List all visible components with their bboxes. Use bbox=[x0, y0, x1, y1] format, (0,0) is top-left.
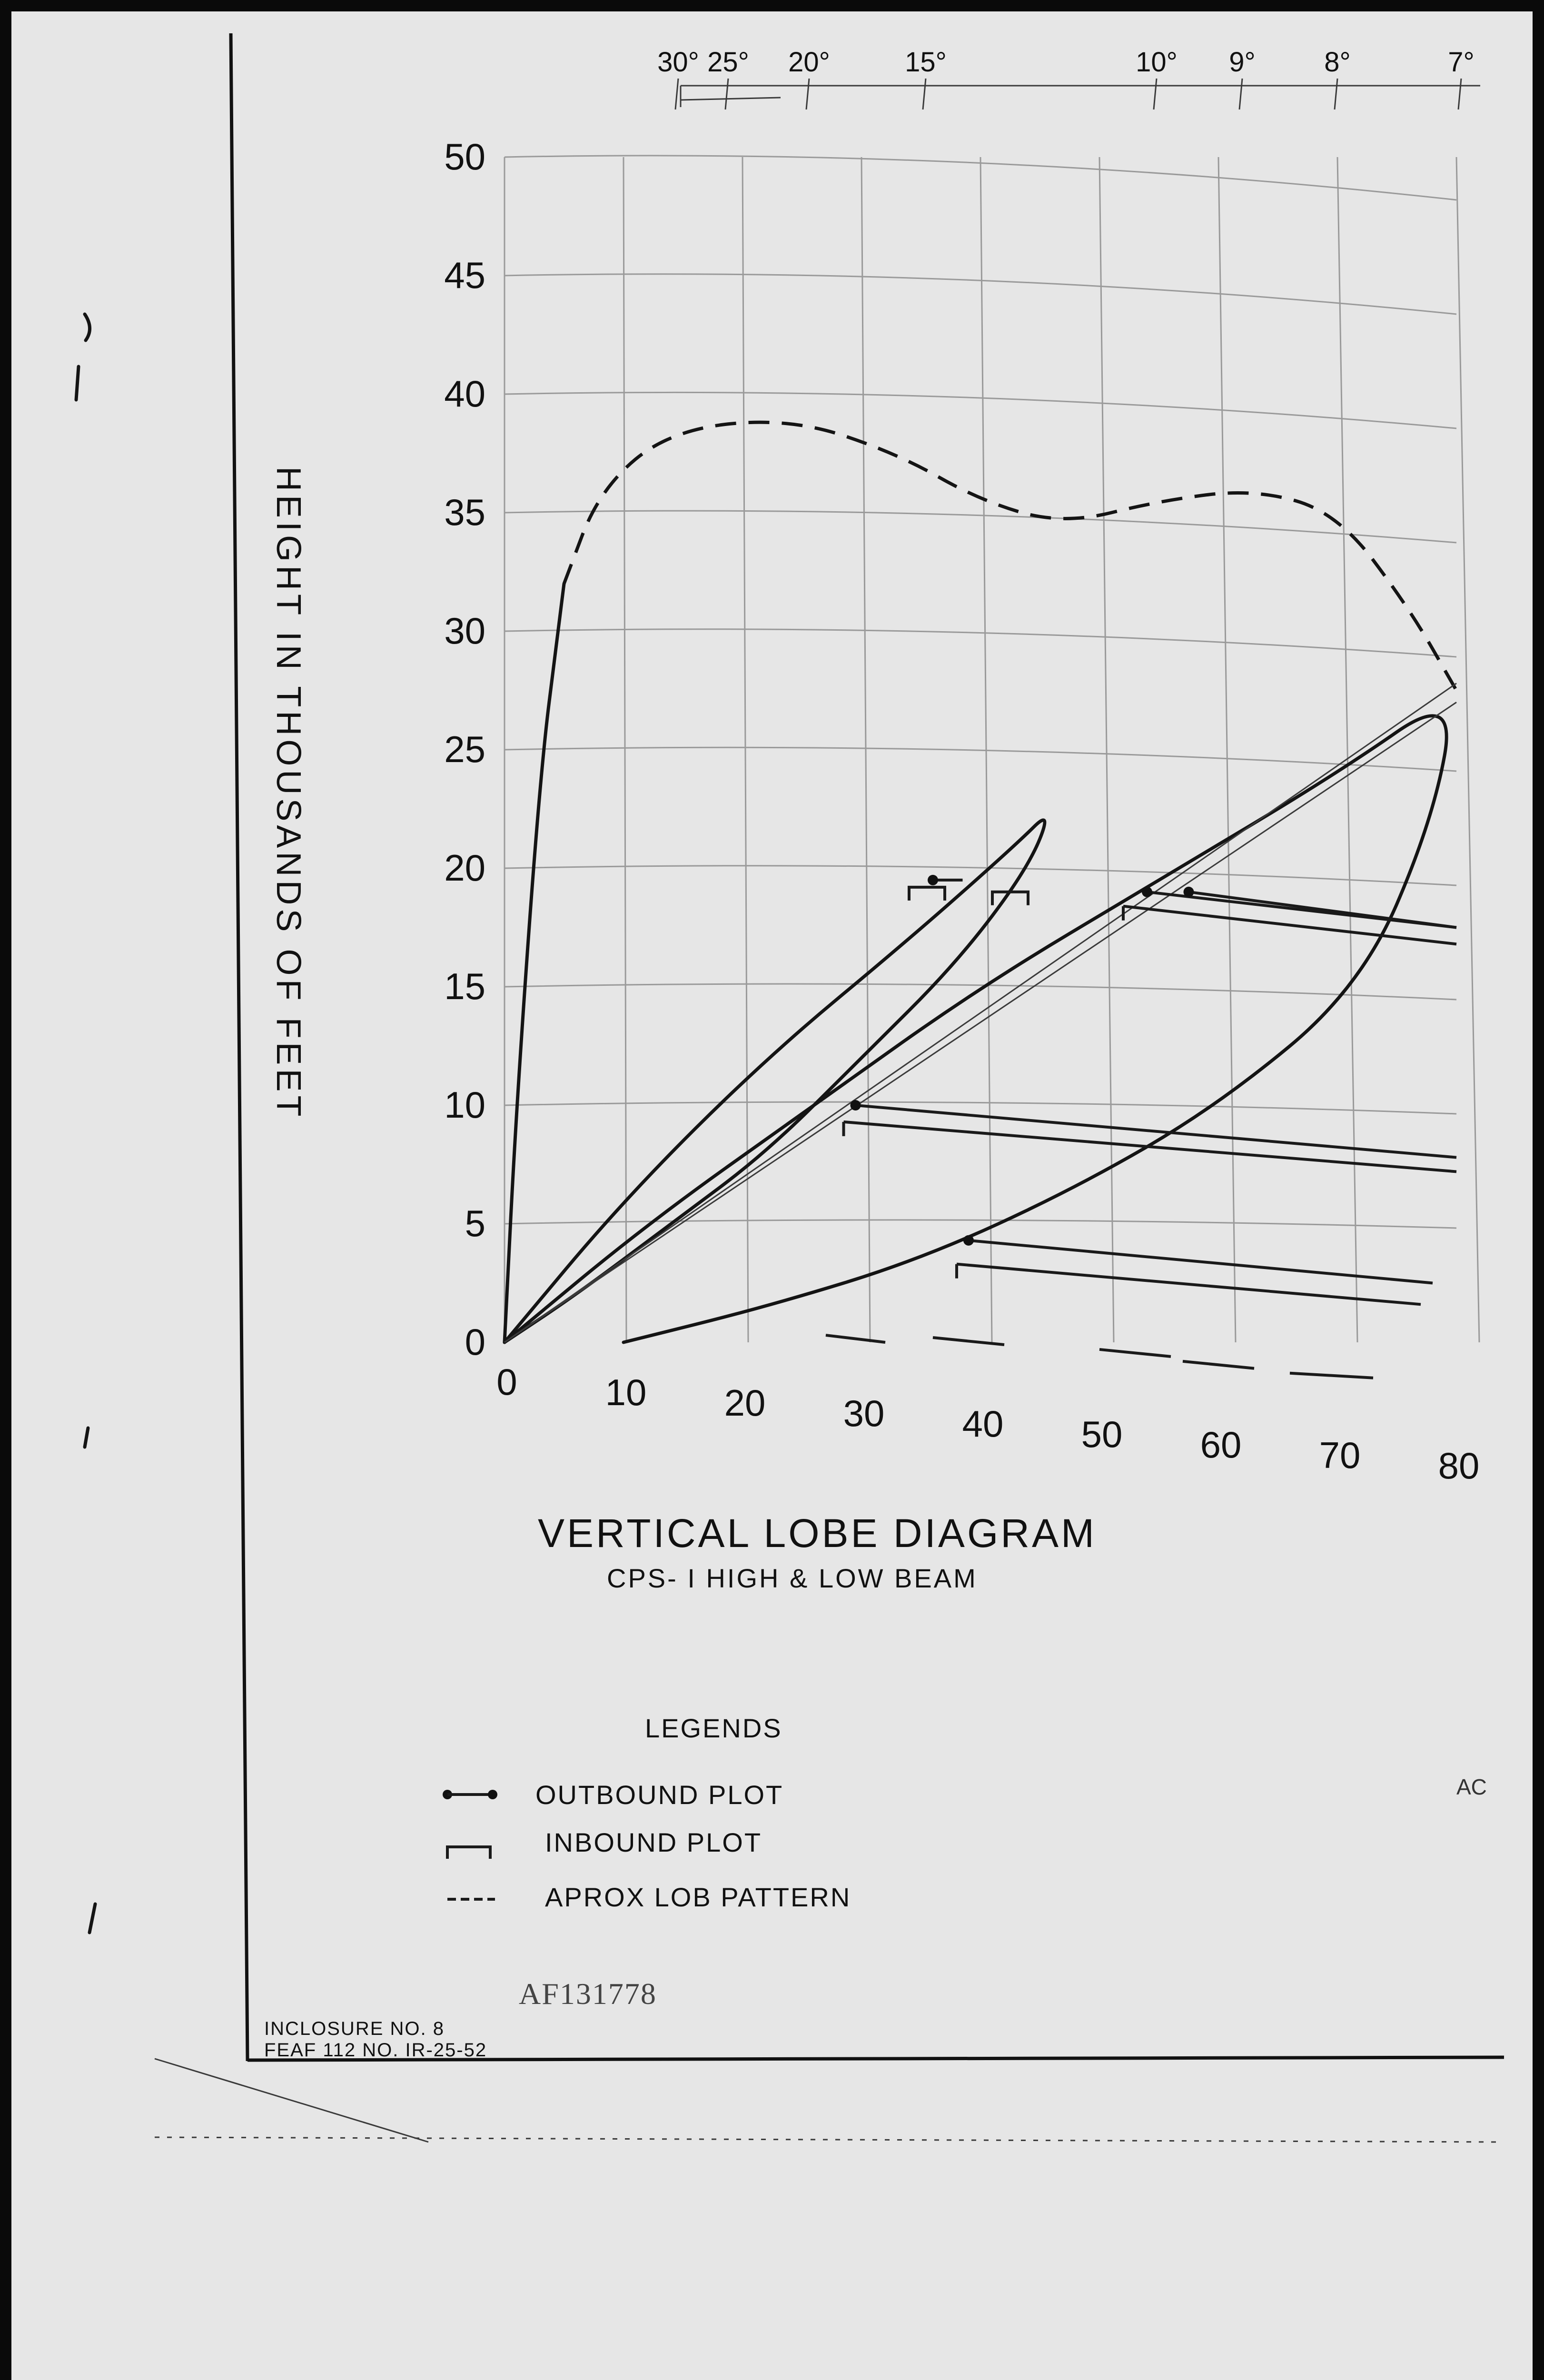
legend-outbound-label: OUTBOUND PLOT bbox=[535, 1780, 784, 1810]
y-tick-label: 30 bbox=[444, 610, 485, 652]
x-tick-label: 30 bbox=[843, 1392, 885, 1434]
x-tick-label: 80 bbox=[1438, 1445, 1480, 1487]
outbound-plot-dot bbox=[851, 1100, 861, 1111]
chart-subtitle: CPS- I HIGH & LOW BEAM bbox=[607, 1563, 978, 1593]
y-tick-label: 25 bbox=[444, 728, 485, 770]
enclosure-line-1: INCLOSURE NO. 8 bbox=[264, 2018, 445, 2039]
angle-scale-label: 20° bbox=[788, 47, 830, 78]
y-tick-label: 5 bbox=[465, 1202, 485, 1244]
x-tick-label: 60 bbox=[1200, 1424, 1242, 1466]
x-tick-label: 20 bbox=[724, 1382, 766, 1424]
y-tick-label: 20 bbox=[444, 847, 485, 889]
outbound-plot-dot bbox=[963, 1235, 974, 1246]
outbound-plot-dot bbox=[1142, 887, 1152, 897]
x-tick-label: 40 bbox=[962, 1403, 1004, 1445]
legend-heading: LEGENDS bbox=[645, 1713, 782, 1743]
y-tick-label: 10 bbox=[444, 1084, 485, 1126]
angle-scale-label: 30° bbox=[657, 47, 699, 78]
enclosure-line-2: FEAF 112 NO. IR-25-52 bbox=[264, 2040, 487, 2061]
y-tick-label: 15 bbox=[444, 965, 485, 1007]
angle-scale-label: 25° bbox=[707, 47, 749, 78]
angle-scale-label: 7° bbox=[1448, 47, 1475, 78]
chart-title: VERTICAL LOBE DIAGRAM bbox=[538, 1511, 1097, 1556]
outbound-plot-dot bbox=[1184, 887, 1194, 897]
y-axis-label: HEIGHT IN THOUSANDS OF FEET bbox=[269, 466, 307, 1121]
angle-scale-label: 9° bbox=[1229, 47, 1256, 78]
x-tick-label: 50 bbox=[1081, 1413, 1123, 1455]
angle-scale-label: 15° bbox=[905, 47, 947, 78]
legend-dash-label: APROX LOB PATTERN bbox=[545, 1882, 851, 1912]
y-tick-label: 50 bbox=[444, 136, 485, 178]
y-tick-label: 45 bbox=[444, 254, 485, 296]
outbound-plot-dot bbox=[928, 875, 938, 885]
y-tick-label: 35 bbox=[444, 491, 485, 533]
x-tick-label: 0 bbox=[496, 1361, 517, 1403]
legend-inbound-label: INBOUND PLOT bbox=[545, 1827, 762, 1857]
y-tick-label: 0 bbox=[465, 1321, 485, 1363]
margin-mark bbox=[76, 367, 79, 400]
x-tick-label: 10 bbox=[605, 1371, 647, 1413]
angle-scale-label: 8° bbox=[1324, 47, 1351, 78]
edge-text: AC bbox=[1456, 1775, 1487, 1799]
y-tick-label: 40 bbox=[444, 373, 485, 415]
x-tick-label: 70 bbox=[1319, 1434, 1361, 1476]
angle-scale-label: 10° bbox=[1136, 47, 1178, 78]
document-stamp: AF131778 bbox=[519, 1977, 657, 2011]
